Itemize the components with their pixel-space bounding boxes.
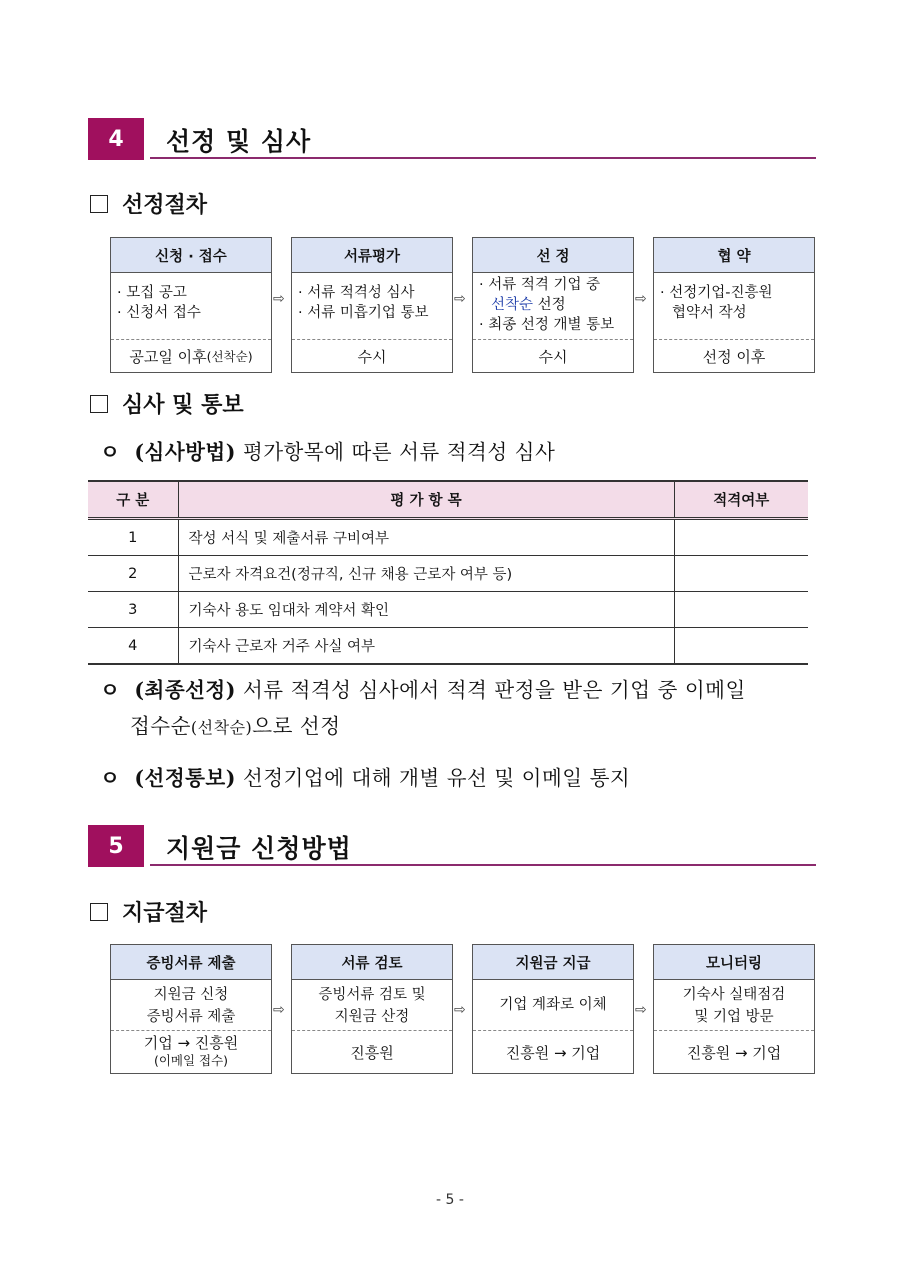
row-item: 근로자 자격요건(정규직, 신규 채용 근로자 여부 등): [178, 556, 674, 592]
step-line: 지원금 산정: [334, 1009, 410, 1025]
step-footer: [111, 339, 271, 372]
paragraph-text: 선정기업에 대해 개별 유선 및 이메일 통지: [235, 766, 631, 790]
row-number: 1: [88, 519, 178, 556]
row-result: [674, 556, 808, 592]
step-footer: 선정 이후: [654, 339, 814, 372]
arrow-right-icon: ⇨: [454, 291, 466, 307]
heading-text: 지급절차: [122, 901, 208, 926]
step-footer: 수시: [292, 339, 452, 372]
evaluation-table: [88, 480, 808, 665]
step-line: · 서류 적격 기업 중: [479, 277, 601, 293]
row-result: [674, 519, 808, 556]
step-line: 협약서 작성: [672, 305, 747, 321]
table-header-row: [88, 481, 808, 519]
step-title: 지원금 지급: [473, 945, 633, 980]
paragraph-text: 평가항목에 따른 서류 적격성 심사: [235, 440, 556, 464]
section-rule: [150, 157, 816, 159]
selection-process-heading: [90, 188, 207, 219]
review-heading: [90, 388, 244, 419]
arrow-right-icon: ⇨: [273, 1002, 285, 1018]
step-line: 지원금 신청: [153, 987, 229, 1003]
flow-step-application: [110, 237, 272, 373]
row-number: 2: [88, 556, 178, 592]
notice-paragraph: [100, 760, 820, 796]
row-result: [674, 592, 808, 628]
step-line: 증빙서류 제출: [146, 1009, 236, 1025]
flow-step-submit-documents: [110, 944, 272, 1074]
step-footer: 진흥원 → 기업: [473, 1030, 633, 1073]
step-footer: 진흥원 → 기업: [654, 1030, 814, 1073]
step-body: [654, 980, 814, 1030]
paragraph-label: (최종선정): [134, 678, 236, 702]
step-line: · 서류 적격성 심사: [298, 285, 415, 301]
step-title: 선 정: [473, 238, 633, 273]
table-row: [88, 519, 808, 556]
footer-text: 공고일 이후: [129, 347, 207, 366]
step-line: 기업 계좌로 이체: [499, 997, 607, 1013]
heading-text: 선정절차: [122, 193, 208, 218]
step-title: 서류평가: [292, 238, 452, 273]
column-header: 적격여부: [674, 481, 808, 519]
row-number: 4: [88, 628, 178, 665]
highlight-text: 선착순: [491, 297, 534, 313]
heading-text: 심사 및 통보: [122, 393, 244, 418]
step-line: [479, 295, 627, 315]
flow-step-selection: [472, 237, 634, 373]
paragraph-text: 접수순: [130, 714, 191, 738]
step-line: · 최종 선정 개별 통보: [479, 317, 615, 333]
step-line: 및 기업 방문: [694, 1009, 774, 1025]
page-number: - 5 -: [436, 1192, 464, 1208]
step-body: [292, 980, 452, 1030]
step-footer: [111, 1030, 271, 1073]
step-body: [111, 273, 271, 339]
flow-step-review: [291, 944, 453, 1074]
footer-note: (선착순): [206, 349, 253, 364]
step-line-text: 선정: [533, 297, 566, 313]
review-method-paragraph: [100, 434, 820, 470]
row-item: 기숙사 용도 임대차 계약서 확인: [178, 592, 674, 628]
paragraph-note: (선착순): [190, 718, 253, 737]
section-title: 지원금 신청방법: [166, 834, 352, 863]
column-header: 평 가 항 목: [178, 481, 674, 519]
step-body: [473, 273, 633, 339]
row-number: 3: [88, 592, 178, 628]
section-rule: [150, 864, 816, 866]
step-line: · 신청서 접수: [117, 305, 201, 321]
section-number: 4: [88, 118, 144, 160]
flow-step-monitoring: [653, 944, 815, 1074]
step-body: [654, 273, 814, 339]
table-row: [88, 592, 808, 628]
payment-process-heading: [90, 896, 207, 927]
paragraph-label: (선정통보): [134, 766, 236, 790]
row-item: 작성 서식 및 제출서류 구비여부: [178, 519, 674, 556]
section-4-heading: [88, 118, 816, 162]
step-title: 증빙서류 제출: [111, 945, 271, 980]
step-title: 모니터링: [654, 945, 814, 980]
section-5-heading: [88, 825, 816, 869]
table-row: [88, 628, 808, 665]
step-line: 기숙사 실태점검: [682, 987, 786, 1003]
circle-bullet-icon: ㅇ: [100, 678, 121, 702]
step-line: · 선정기업-진흥원: [660, 285, 773, 301]
step-footer: 수시: [473, 339, 633, 372]
step-body: [111, 980, 271, 1030]
step-title: 신청 · 접수: [111, 238, 271, 273]
paragraph-label: (심사방법): [134, 440, 236, 464]
step-line: · 서류 미흡기업 통보: [298, 305, 429, 321]
section-title: 선정 및 심사: [166, 127, 312, 156]
step-line: 증빙서류 검토 및: [318, 987, 426, 1003]
step-line: · 모집 공고: [117, 285, 187, 301]
square-bullet-icon: [90, 195, 108, 213]
flow-step-document-review: [291, 237, 453, 373]
table-row: [88, 556, 808, 592]
arrow-right-icon: ⇨: [635, 291, 647, 307]
paragraph-text: 서류 적격성 심사에서 적격 판정을 받은 기업 중 이메일: [235, 678, 746, 702]
paragraph-text: 으로 선정: [252, 714, 341, 738]
final-selection-paragraph: [100, 672, 820, 746]
square-bullet-icon: [90, 903, 108, 921]
step-footer: 진흥원: [292, 1030, 452, 1073]
arrow-right-icon: ⇨: [273, 291, 285, 307]
row-result: [674, 628, 808, 665]
flow-step-agreement: [653, 237, 815, 373]
circle-bullet-icon: ㅇ: [100, 440, 121, 464]
step-title: 협 약: [654, 238, 814, 273]
flow-step-payment: [472, 944, 634, 1074]
step-body: [473, 980, 633, 1030]
step-title: 서류 검토: [292, 945, 452, 980]
circle-bullet-icon: ㅇ: [100, 766, 121, 790]
arrow-right-icon: ⇨: [635, 1002, 647, 1018]
row-item: 기숙사 근로자 거주 사실 여부: [178, 628, 674, 665]
square-bullet-icon: [90, 395, 108, 413]
footer-text: 기업 → 진흥원: [143, 1034, 239, 1052]
section-number: 5: [88, 825, 144, 867]
footer-note: (이메일 접수): [153, 1053, 229, 1068]
column-header: 구 분: [88, 481, 178, 519]
step-body: [292, 273, 452, 339]
arrow-right-icon: ⇨: [454, 1002, 466, 1018]
